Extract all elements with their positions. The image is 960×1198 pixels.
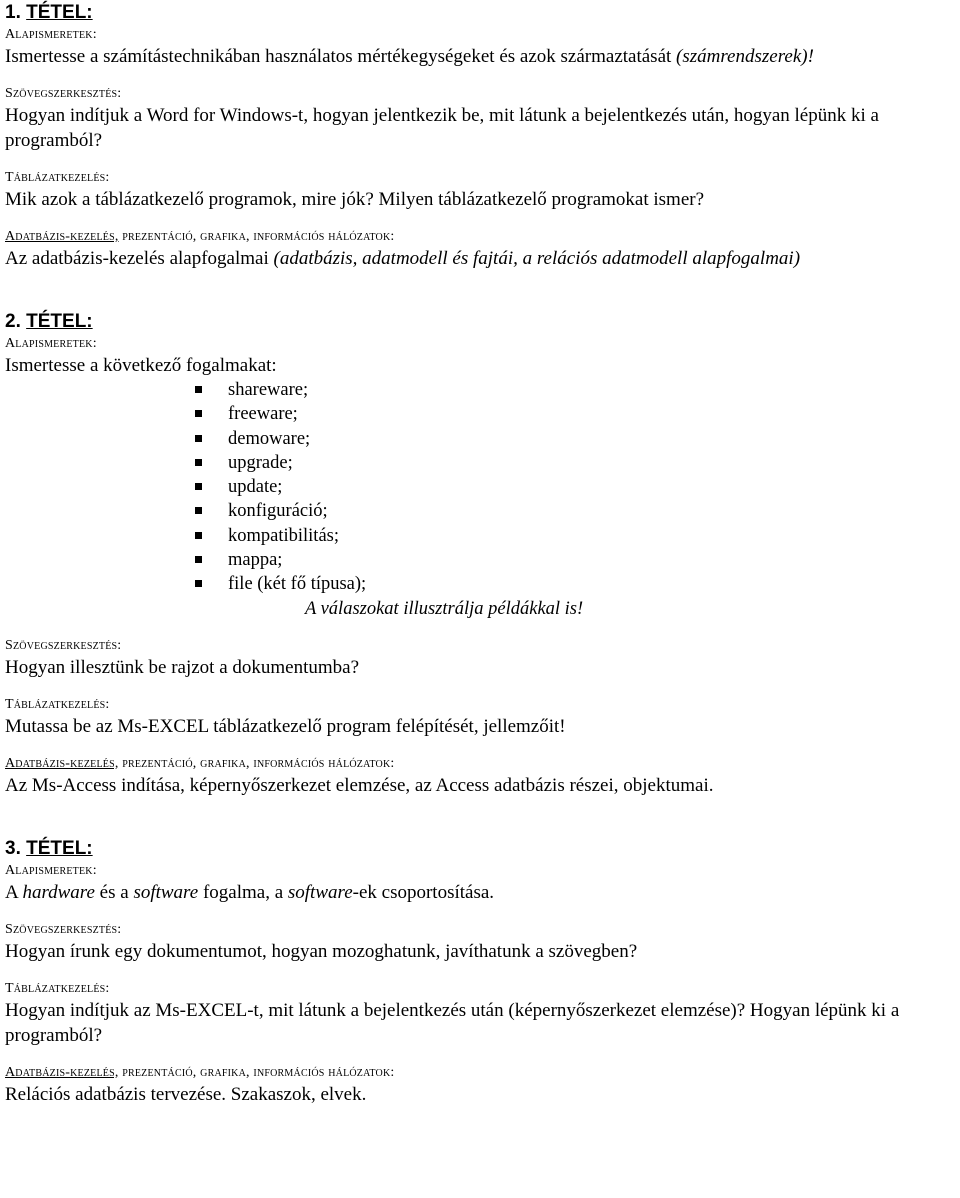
list-item: konfiguráció;	[195, 499, 955, 523]
list-item: file (két fő típusa);	[195, 572, 955, 596]
adatbazis-label: Adatbázis-kezelés, prezentáció, grafika, információs hálózatok:	[5, 1064, 395, 1080]
adatbazis-text: Relációs adatbázis tervezése. Szakaszok, elvek.	[5, 1083, 367, 1105]
square-bullet-icon	[195, 532, 202, 539]
list-item: upgrade;	[195, 451, 955, 475]
list-item: shareware;	[195, 378, 955, 402]
tablazatkezeles-label: Táblázatkezelés:	[5, 980, 110, 996]
alapismeretek-label: Alapismeretek:	[5, 27, 97, 42]
tablazatkezeles-label: Táblázatkezelés:	[5, 170, 110, 185]
document-page	[5, 0, 955, 1107]
adatbazis-label: Adatbázis-kezelés, prezentáció, grafika, információs hálózatok:	[5, 755, 395, 771]
tetel-3-word: TÉTEL:	[26, 837, 93, 859]
tablazatkezeles-text: Mik azok a táblázatkezelő programok, mire jók? Milyen táblázatkezelő programokat ismer?	[5, 189, 705, 210]
square-bullet-icon	[195, 459, 202, 466]
tetel-1-number: 1.	[5, 2, 21, 23]
list-item: mappa;	[195, 548, 955, 572]
square-bullet-icon	[195, 580, 202, 587]
square-bullet-icon	[195, 386, 202, 393]
alapismeretek-text: Ismertesse a számítástechnikában használatos mértékegységeket és azok származtatását (számrendszerek)!	[5, 46, 814, 67]
tetel-3-title	[5, 838, 955, 860]
list-item: demoware;	[195, 427, 955, 451]
list-item: update;	[195, 475, 955, 499]
list-item: freeware;	[195, 402, 955, 426]
alapismeretek-text: A hardware és a software fogalma, a software-ek csoportosítása.	[5, 881, 495, 903]
alapismeretek-text: Ismertesse a következő fogalmakat:	[5, 355, 277, 376]
tetel-2-word: TÉTEL:	[26, 311, 93, 332]
szovegszerkesztes-text: Hogyan írunk egy dokumentumot, hogyan mozoghatunk, javíthatunk a szövegben?	[5, 940, 638, 962]
adatbazis-text: Az Ms-Access indítása, képernyőszerkezet elemzése, az Access adatbázis részei, objektumai.	[5, 774, 714, 796]
concept-list	[5, 378, 955, 597]
square-bullet-icon	[195, 483, 202, 490]
tablazatkezeles-text: Mutassa be az Ms-EXCEL táblázatkezelő program felépítését, jellemzőit!	[5, 715, 566, 737]
tablazatkezeles-text: Hogyan indítjuk az Ms-EXCEL-t, mit látunk a bejelentkezés után (képernyőszerkezet elemzése)? Hogyan lépünk ki a programból?	[5, 999, 900, 1046]
tetel-2-title	[5, 311, 955, 333]
square-bullet-icon	[195, 410, 202, 417]
square-bullet-icon	[195, 507, 202, 514]
tetel-2	[5, 311, 955, 798]
square-bullet-icon	[195, 435, 202, 442]
list-item: kompatibilitás;	[195, 524, 955, 548]
square-bullet-icon	[195, 556, 202, 563]
adatbazis-text: Az adatbázis-kezelés alapfogalmai (adatbázis, adatmodell és fajtái, a relációs adatmodell alapfogalmai)	[5, 248, 801, 269]
tetel-1-word: TÉTEL:	[26, 2, 93, 23]
szovegszerkesztes-text: Hogyan illesztünk be rajzot a dokumentumba?	[5, 656, 360, 678]
tetel-1	[5, 2, 955, 271]
adatbazis-label: Adatbázis-kezelés, prezentáció, grafika, információs hálózatok:	[5, 229, 395, 244]
instruction-note: A válaszokat illusztrálja példákkal is!	[305, 598, 584, 619]
szovegszerkesztes-label: Szövegszerkesztés:	[5, 86, 122, 101]
szovegszerkesztes-label: Szövegszerkesztés:	[5, 921, 122, 937]
alapismeretek-label: Alapismeretek:	[5, 336, 97, 351]
alapismeretek-label: Alapismeretek:	[5, 862, 97, 878]
tablazatkezeles-label: Táblázatkezelés:	[5, 696, 110, 712]
tetel-3-number: 3.	[5, 837, 21, 859]
tetel-3	[5, 838, 955, 1107]
tetel-1-title	[5, 2, 955, 24]
szovegszerkesztes-label: Szövegszerkesztés:	[5, 637, 122, 653]
szovegszerkesztes-text: Hogyan indítjuk a Word for Windows-t, hogyan jelentkezik be, mit látunk a bejelentkezés után, hogyan lépünk ki a programból?	[5, 105, 879, 151]
tetel-2-number: 2.	[5, 311, 21, 332]
